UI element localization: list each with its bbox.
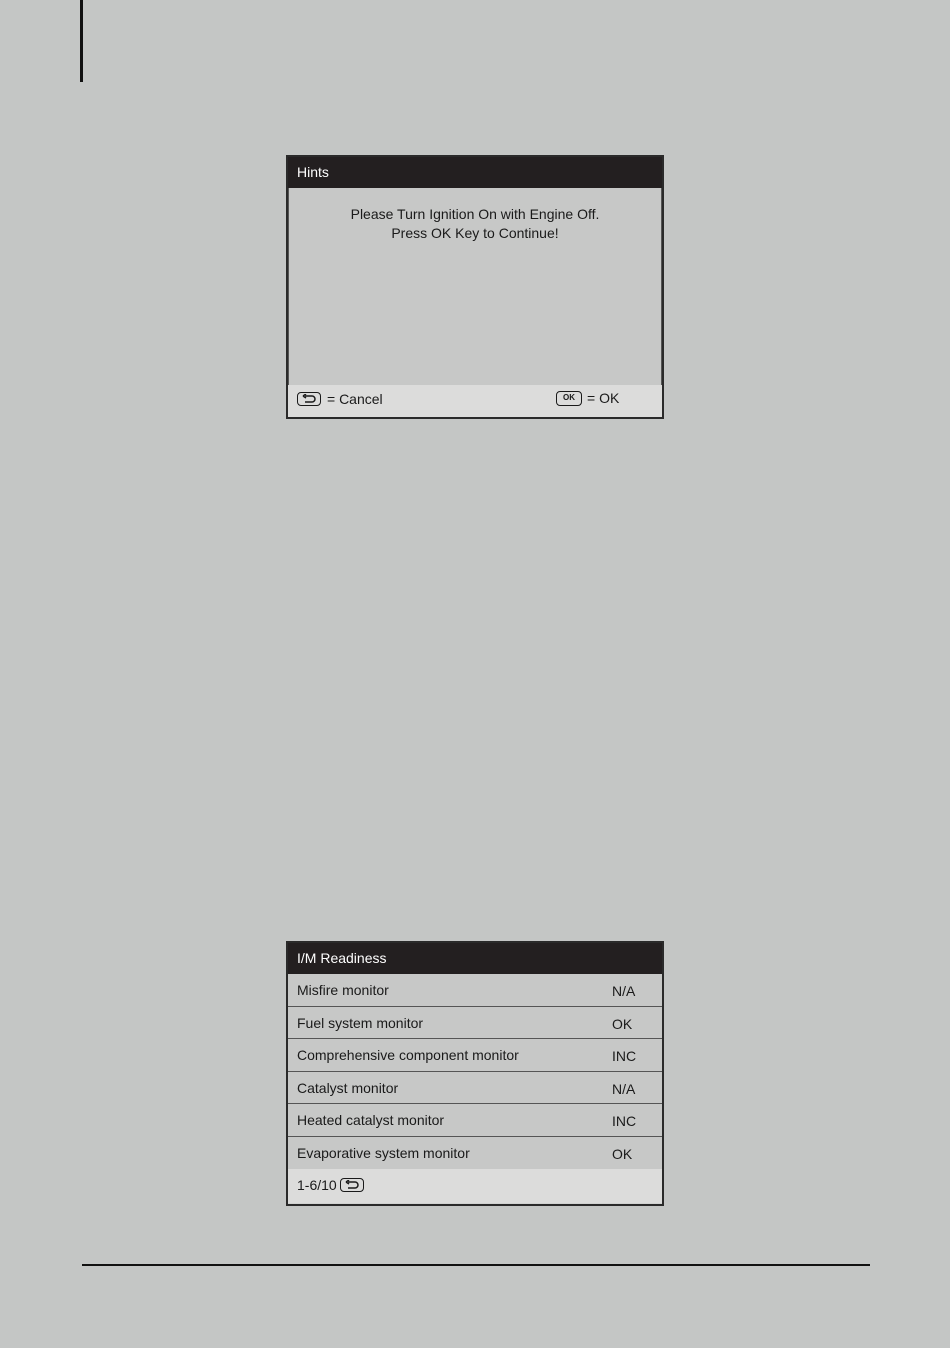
monitor-status: N/A — [612, 983, 636, 999]
hints-message — [288, 188, 662, 385]
readiness-list — [288, 974, 662, 1169]
ok-hint[interactable] — [556, 390, 619, 406]
list-item[interactable] — [288, 974, 662, 1007]
ok-key-icon: OK — [556, 391, 582, 406]
hints-title: Hints — [288, 157, 662, 188]
page-edge-line — [80, 0, 83, 82]
page-indicator: 1-6/10 — [297, 1177, 337, 1193]
cancel-hint[interactable] — [297, 391, 383, 407]
readiness-screen — [286, 941, 664, 1206]
hints-footer — [288, 385, 662, 417]
list-item[interactable] — [288, 1137, 662, 1170]
monitor-status: OK — [612, 1145, 633, 1162]
back-arrow-icon[interactable] — [340, 1178, 364, 1192]
monitor-status: OK — [612, 1015, 633, 1032]
monitor-label: Misfire monitor — [297, 982, 389, 998]
monitor-status: N/A — [612, 1080, 636, 1097]
list-item[interactable] — [288, 1104, 662, 1137]
back-arrow-icon — [297, 392, 321, 406]
list-item[interactable] — [288, 1072, 662, 1105]
hints-dialog — [286, 155, 664, 419]
monitor-status: INC — [612, 1048, 637, 1064]
monitor-label: Fuel system monitor — [297, 1014, 424, 1031]
monitor-label: Evaporative system monitor — [297, 1144, 470, 1161]
readiness-title: I/M Readiness — [288, 943, 662, 974]
hints-message-line1: Please Turn Ignition On with Engine Off. — [350, 206, 600, 222]
monitor-label: Heated catalyst monitor — [297, 1112, 445, 1128]
hints-message-line2: Press OK Key to Continue! — [391, 225, 559, 241]
cancel-label: = Cancel — [327, 391, 383, 407]
monitor-label: Comprehensive component monitor — [297, 1047, 519, 1063]
list-item[interactable] — [288, 1039, 662, 1072]
ok-label: = OK — [587, 390, 620, 406]
bottom-divider — [82, 1264, 870, 1266]
list-item[interactable] — [288, 1007, 662, 1040]
pagination — [297, 1177, 364, 1193]
monitor-label: Catalyst monitor — [297, 1079, 399, 1096]
readiness-footer — [288, 1169, 662, 1203]
monitor-status: INC — [612, 1113, 637, 1129]
